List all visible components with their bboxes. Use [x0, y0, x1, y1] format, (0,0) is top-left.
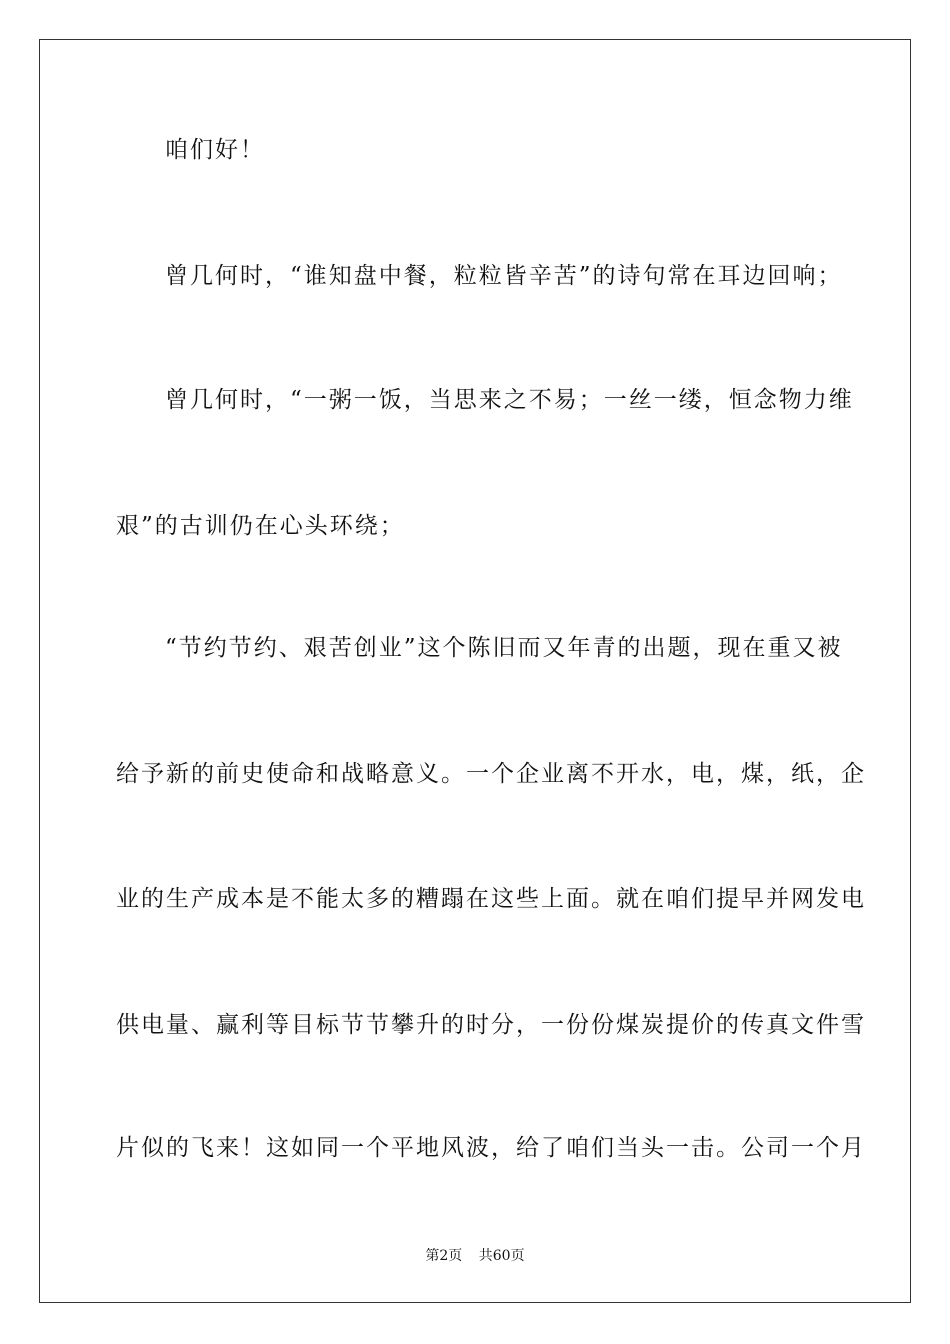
page-number: 第2页 [425, 1248, 463, 1264]
paragraph-line: 艰”的古训仍在心头环绕； [116, 513, 405, 539]
paragraph-line: 业的生产成本是不能太多的糟蹋在这些上面。就在咱们提早并网发电 [116, 886, 866, 912]
greeting-line: 咱们好！ [165, 137, 265, 163]
paragraph-line: 曾几何时，“一粥一饭，当思来之不易；一丝一缕，恒念物力维 [165, 387, 854, 413]
paragraph-line: 片似的飞来！这如同一个平地风波，给了咱们当头一击。公司一个月 [116, 1135, 866, 1161]
total-pages: 共60页 [478, 1248, 525, 1264]
paragraph-line: “节约节约、艰苦创业”这个陈旧而又年青的出题，现在重又被 [165, 635, 843, 661]
paragraph-line: 给予新的前史使命和战略意义。一个企业离不开水，电，煤，纸，企 [116, 761, 866, 787]
page-footer [0, 1246, 950, 1266]
paragraph-line: 曾几何时，“谁知盘中餐，粒粒皆辛苦”的诗句常在耳边回响； [165, 263, 843, 289]
page-border [39, 39, 911, 1303]
paragraph-line: 供电量、赢利等目标节节攀升的时分，一份份煤炭提价的传真文件雪 [116, 1012, 866, 1038]
